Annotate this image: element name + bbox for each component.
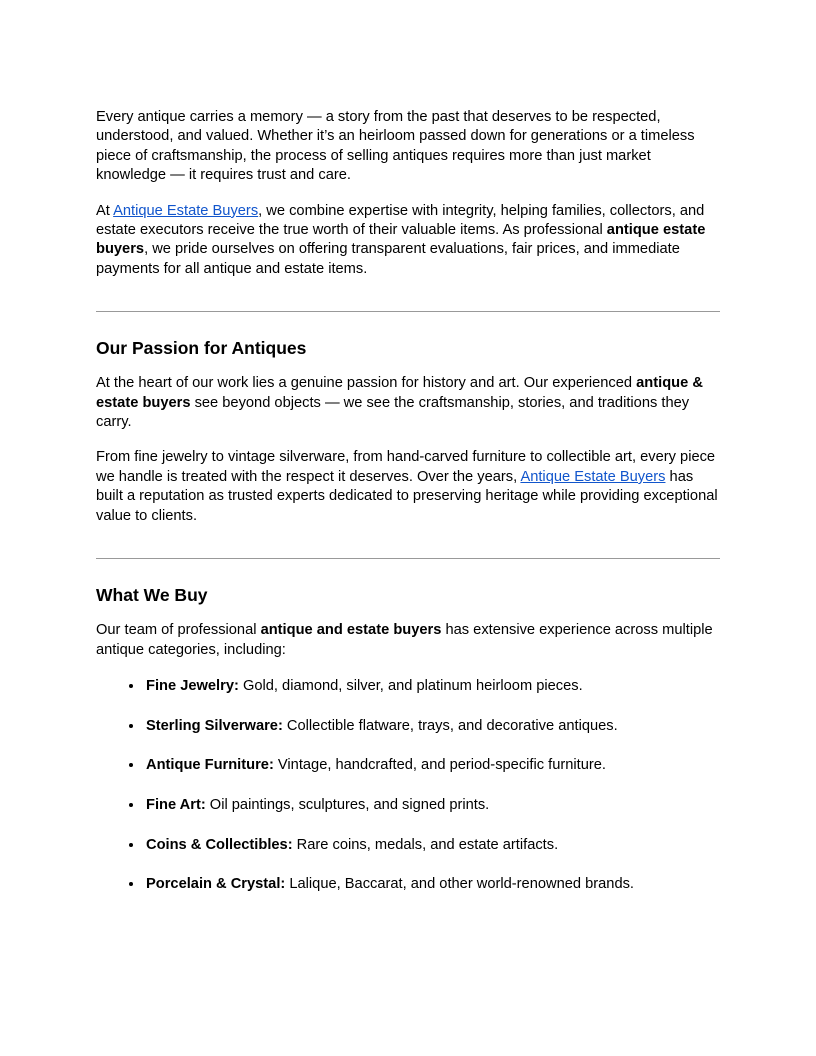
paragraph-text: has built a reputation as trusted experts dedicated to preserving heritage while providing exceptional value to clients.	[96, 468, 718, 524]
paragraph-text: From fine jewelry to vintage silverware, from hand-carved furniture to collectible art, every piece we handle is treated with the respect it deserves. Over the years,	[96, 449, 716, 485]
list-item-sterling-silverware	[144, 716, 720, 736]
antique-estate-buyers-link[interactable]: Antique Estate Buyers	[113, 202, 259, 219]
bold-phrase: antique & estate buyers	[96, 375, 703, 411]
antique-estate-buyers-link[interactable]: Antique Estate Buyers	[520, 468, 666, 485]
bullet-text: Collectible flatware, trays, and decorative antiques.	[282, 717, 618, 734]
passion-paragraph-2	[96, 448, 720, 526]
bullet-text: Lalique, Baccarat, and other world-renowned brands.	[285, 876, 634, 893]
paragraph-text: see beyond objects — we see the craftsmanship, stories, and traditions they carry.	[96, 394, 690, 431]
bold-phrase: antique estate buyers	[96, 222, 706, 258]
bullet-text: Gold, diamond, silver, and platinum heirloom pieces.	[238, 677, 583, 694]
bullet-label: Fine Jewelry:	[146, 677, 239, 694]
paragraph-text: At the heart of our work lies a genuine passion for history and art. Our experienced	[96, 375, 637, 392]
bullet-label: Fine Art:	[146, 797, 206, 814]
paragraph-text: Our team of professional	[96, 622, 261, 639]
section-heading-passion: Our Passion for Antiques	[96, 338, 307, 359]
list-item-fine-art	[144, 795, 720, 815]
paragraph-text: , we pride ourselves on offering transparent evaluations, fair prices, and immediate payments for all antique and estate items.	[96, 241, 680, 277]
bullet-text: Vintage, handcrafted, and period-specific furniture.	[273, 757, 606, 774]
bullet-text: Oil paintings, sculptures, and signed prints.	[205, 797, 490, 814]
paragraph-text: has extensive experience across multiple antique categories, including:	[96, 622, 713, 658]
bullet-label: Antique Furniture:	[146, 757, 274, 774]
bullet-text: Rare coins, medals, and estate artifacts.	[292, 836, 559, 853]
paragraph-text: Every antique carries a memory — a story from the past that deserves to be respected, understood, and valued. Whether it’s an heirloom passed down for generations or a timeless piece of craftsmanship, the process of selling antiques requires more than just market knowledge — it requires trust and care.	[96, 109, 695, 184]
list-item-fine-jewelry	[144, 676, 720, 696]
intro-paragraph-2	[96, 202, 720, 280]
section-divider	[96, 311, 720, 312]
section-divider	[96, 558, 720, 559]
bullet-label: Coins & Collectibles:	[146, 836, 293, 853]
list-item-antique-furniture	[144, 755, 720, 775]
passion-paragraph-1	[96, 374, 720, 432]
buy-intro-paragraph	[96, 621, 720, 660]
section-heading-what-we-buy: What We Buy	[96, 585, 208, 606]
paragraph-text: , we combine expertise with integrity, helping families, collectors, and estate executors receive the true worth of their valuable items. As professional	[96, 202, 705, 239]
bold-phrase: antique and estate buyers	[260, 622, 442, 639]
list-item-porcelain-crystal	[144, 874, 720, 894]
intro-paragraph-1	[96, 108, 720, 186]
list-item-coins-collectibles	[144, 835, 720, 855]
bullet-label: Porcelain & Crystal:	[146, 876, 286, 893]
categories-list	[96, 676, 720, 895]
paragraph-text: At	[96, 202, 114, 219]
bullet-label: Sterling Silverware:	[146, 717, 283, 734]
